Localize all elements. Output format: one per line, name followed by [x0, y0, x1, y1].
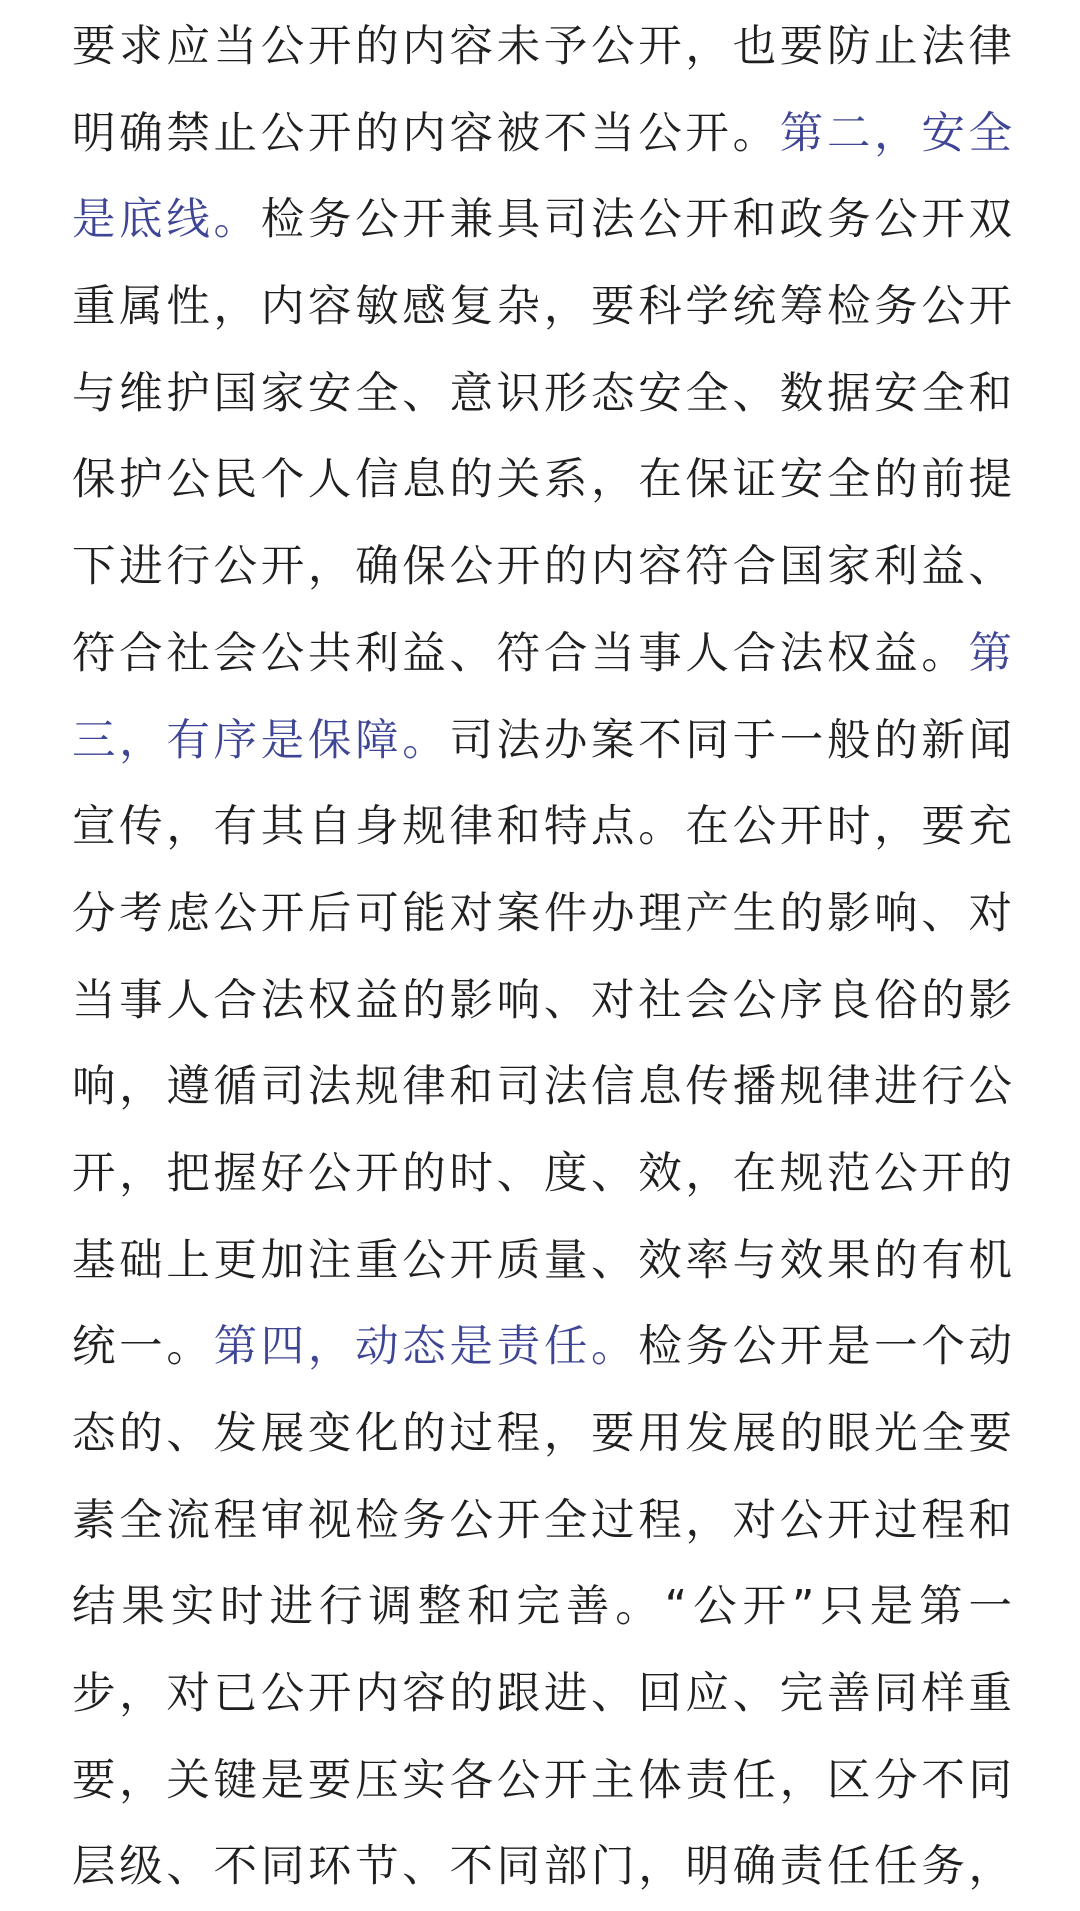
text-line — [72, 1044, 1016, 1131]
text-segment: 宣传，有其自身规律和特点。在公开时，要充 — [72, 802, 1016, 853]
article-body — [72, 4, 1018, 1911]
text-line — [72, 611, 1016, 698]
text-segment: 保护公民个人信息的关系，在保证安全的前提 — [72, 455, 1016, 506]
text-segment: 检务公开兼具司法公开和政务公开双 — [260, 195, 1016, 246]
text-line — [72, 437, 1016, 524]
text-line — [72, 871, 1016, 958]
text-segment: 步，对已公开内容的跟进、回应、完善同样重 — [72, 1669, 1016, 1720]
text-line — [72, 958, 1016, 1045]
text-line — [72, 177, 1016, 264]
text-segment: 层级、不同环节、不同部门，明确责任任务， — [72, 1842, 1016, 1893]
text-line — [72, 524, 1016, 611]
text-line — [72, 1391, 1016, 1478]
text-segment: 明确禁止公开的内容被不当公开。 — [72, 108, 780, 159]
text-line — [72, 698, 1016, 785]
text-segment: 响，遵循司法规律和司法信息传播规律进行公 — [72, 1062, 1016, 1113]
text-segment: 基础上更加注重公开质量、效率与效果的有机 — [72, 1235, 1016, 1286]
text-segment: 开，把握好公开的时、度、效，在规范公开的 — [72, 1148, 1016, 1199]
text-segment: 司法办案不同于一般的新闻 — [449, 715, 1016, 766]
text-segment: 分考虑公开后可能对案件办理产生的影响、对 — [72, 888, 1016, 939]
text-segment: 下进行公开，确保公开的内容符合国家利益、 — [72, 542, 1016, 593]
text-line — [72, 1304, 1016, 1391]
text-line — [72, 1564, 1018, 1651]
text-line — [72, 264, 1016, 351]
highlighted-phrase: 第 — [968, 628, 1016, 679]
highlighted-phrase: 第二，安全 — [779, 108, 1016, 159]
text-segment: 素全流程审视检务公开全过程，对公开过程和 — [72, 1495, 1016, 1546]
text-line — [72, 351, 1016, 438]
text-line — [72, 1824, 1016, 1911]
text-segment: 态的、发展变化的过程，要用发展的眼光全要 — [72, 1409, 1016, 1459]
text-line — [72, 4, 1016, 91]
highlighted-phrase: 三，有序是保障。 — [72, 715, 450, 766]
text-segment: 当事人合法权益的影响、对社会公序良俗的影 — [72, 975, 1016, 1026]
text-line — [72, 91, 1016, 178]
text-line — [72, 1738, 1016, 1825]
text-line — [72, 1651, 1016, 1738]
text-segment: 结果实时进行调整和完善。“公开”只是第一 — [72, 1582, 1018, 1633]
text-segment: 与维护国家安全、意识形态安全、数据安全和 — [72, 368, 1016, 419]
highlighted-phrase: 是底线。 — [72, 195, 261, 246]
highlighted-phrase: 第四，动态是责任。 — [213, 1322, 639, 1373]
text-line — [72, 1478, 1016, 1565]
text-segment: 重属性，内容敏感复杂，要科学统筹检务公开 — [72, 282, 1016, 333]
text-segment: 统一。 — [72, 1322, 214, 1373]
text-segment: 要求应当公开的内容未予公开，也要防止法律 — [72, 22, 1016, 72]
text-segment: 符合社会公共利益、符合当事人合法权益。 — [72, 628, 969, 679]
text-line — [72, 784, 1016, 871]
text-line — [72, 1131, 1016, 1218]
text-line — [72, 1218, 1016, 1305]
text-segment: 检务公开是一个动 — [638, 1322, 1016, 1373]
text-segment: 要，关键是要压实各公开主体责任，区分不同 — [72, 1755, 1016, 1806]
